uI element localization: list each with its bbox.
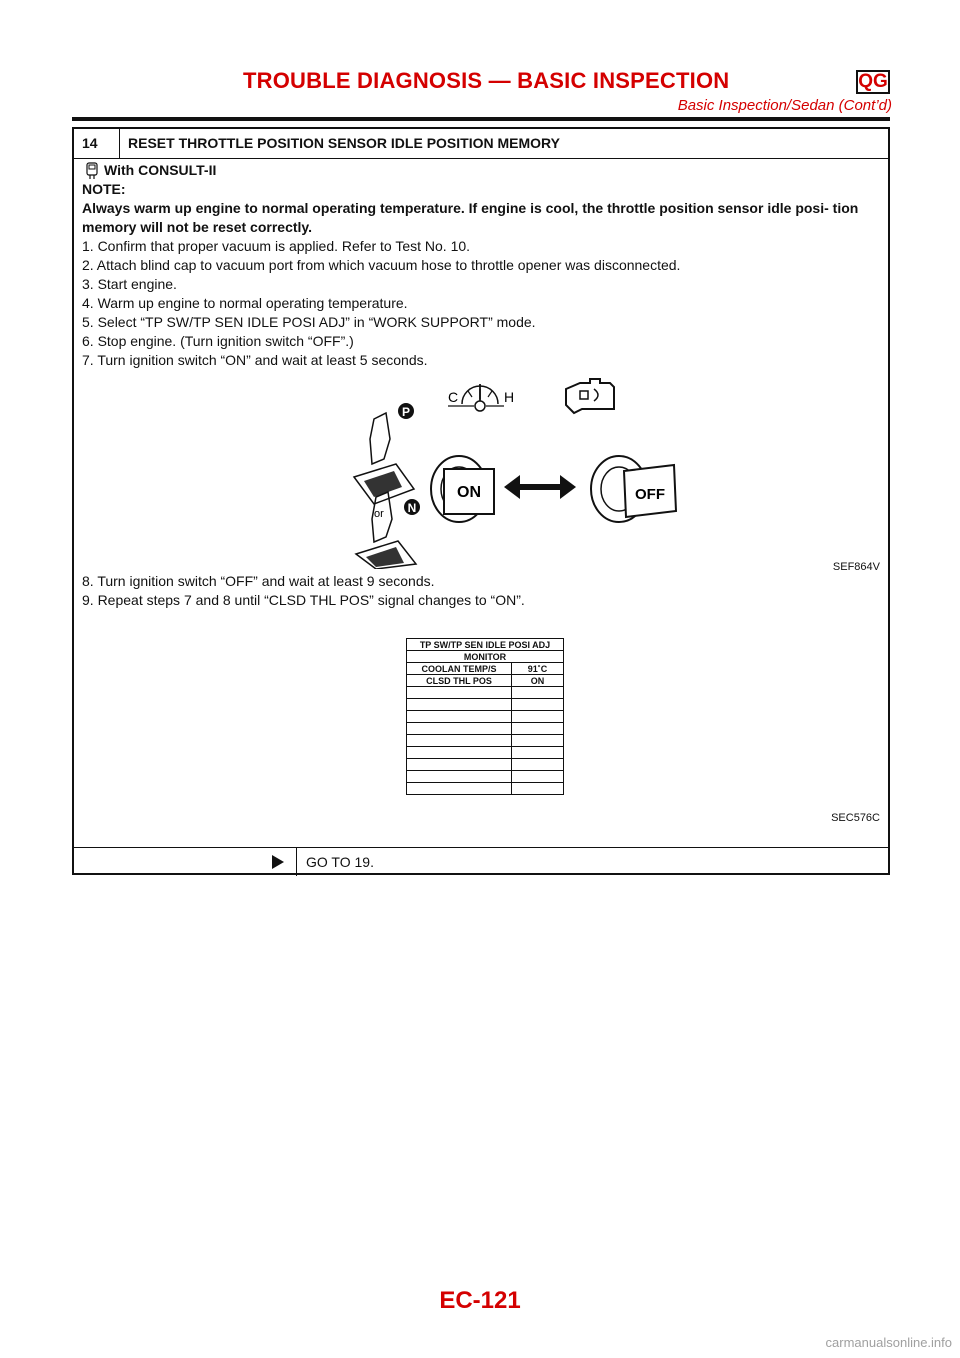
- key-on-label: ON: [457, 484, 481, 501]
- step-header-row: [74, 129, 888, 159]
- instruction-8: 8. Turn ignition switch “OFF” and wait at least 9 seconds.: [82, 573, 435, 589]
- monitor-title: TP SW/TP SEN IDLE POSI ADJ: [407, 639, 564, 651]
- page-header-title: TROUBLE DIAGNOSIS — BASIC INSPECTION: [243, 68, 730, 93]
- monitor-item-value: 91˚C: [512, 663, 564, 675]
- engine-warning-icon: [566, 379, 614, 413]
- engine-code-badge: QG: [856, 70, 890, 94]
- monitor-figure-code: SEC576C: [831, 812, 880, 824]
- page-header-subtitle: Basic Inspection/Sedan (Cont’d): [677, 97, 892, 114]
- key-off-label: OFF: [635, 486, 665, 503]
- n-label: N: [407, 501, 417, 515]
- site-watermark: carmanualsonline.info: [825, 1335, 952, 1350]
- instruction-9: 9. Repeat steps 7 and 8 until “CLSD THL POS” signal changes to “ON”.: [82, 592, 525, 608]
- p-label: P: [401, 405, 411, 419]
- page-number: EC-121: [439, 1287, 521, 1314]
- table-row: [407, 747, 564, 759]
- consult-tool-icon: [82, 162, 102, 180]
- instructions-continued: [82, 572, 525, 610]
- table-row: [407, 711, 564, 723]
- table-row: [407, 735, 564, 747]
- monitor-item-label: CLSD THL POS: [407, 675, 512, 687]
- gauge-c-label: C: [448, 389, 459, 405]
- monitor-item-value: ON: [512, 675, 564, 687]
- ignition-procedure-figure: [344, 369, 704, 569]
- shift-lever-p-icon: [354, 403, 414, 504]
- table-row: [407, 759, 564, 771]
- instruction-1: 1. Confirm that proper vacuum is applied. Refer to Test No. 10.: [82, 238, 471, 254]
- gauge-h-label: H: [504, 389, 515, 405]
- figure1-code: SEF864V: [832, 561, 880, 573]
- goto-arrow-cell: [74, 848, 297, 876]
- instruction-4: 4. Warm up engine to normal operating temperature.: [82, 295, 408, 311]
- ignition-key-on-icon: [431, 456, 494, 522]
- goto-row: [74, 847, 888, 876]
- temperature-gauge-icon: [448, 384, 514, 411]
- monitor-subtitle: MONITOR: [407, 651, 564, 663]
- instruction-2: 2. Attach blind cap to vacuum port from which vacuum hose to throttle opener was disconnected.: [82, 257, 681, 273]
- shift-lever-n-icon: [356, 492, 420, 569]
- note-label: NOTE:: [82, 181, 126, 197]
- instruction-5: 5. Select “TP SW/TP SEN IDLE POSI ADJ” in “WORK SUPPORT” mode.: [82, 314, 536, 330]
- consult-line: [82, 161, 882, 180]
- ignition-key-off-icon: [591, 456, 676, 522]
- step-frame: [72, 127, 890, 875]
- table-row: [407, 687, 564, 699]
- step-body: [82, 161, 882, 370]
- step-title: RESET THROTTLE POSITION SENSOR IDLE POSITION MEMORY: [128, 135, 560, 151]
- header-rule: [72, 117, 890, 121]
- consult-label: With CONSULT-II: [104, 162, 217, 178]
- instruction-3: 3. Start engine.: [82, 276, 177, 292]
- monitor-item-label: COOLAN TEMP/S: [407, 663, 512, 675]
- table-row: [407, 783, 564, 795]
- step-number: 14: [74, 129, 120, 158]
- monitor-screen-table: [406, 638, 564, 795]
- goto-link[interactable]: GO TO 19.: [306, 854, 374, 870]
- table-row: [407, 723, 564, 735]
- note-text: Always warm up engine to normal operating temperature. If engine is cool, the throttle position sensor idle posi- tion memory will not be reset correctly.: [82, 200, 859, 235]
- or-label: or: [374, 508, 384, 520]
- goto-arrow-icon: [272, 855, 284, 869]
- table-row: [407, 675, 564, 687]
- table-row: [407, 663, 564, 675]
- instruction-6: 6. Stop engine. (Turn ignition switch “OFF”.): [82, 333, 354, 349]
- instruction-7: 7. Turn ignition switch “ON” and wait at least 5 seconds.: [82, 352, 428, 368]
- table-row: [407, 771, 564, 783]
- double-arrow-icon: [504, 475, 576, 499]
- table-row: [407, 699, 564, 711]
